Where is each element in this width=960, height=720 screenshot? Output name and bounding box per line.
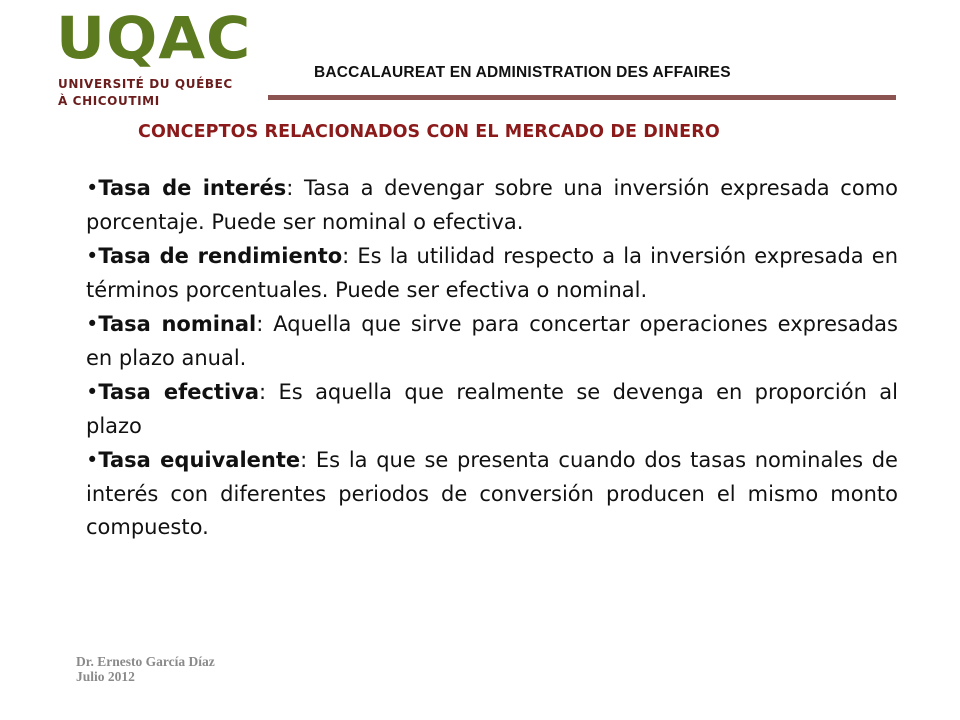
bullet: • (86, 380, 99, 404)
logo-wordmark: UQAC (56, 4, 252, 72)
list-item-tasa-equivalente (86, 444, 898, 545)
logo-university-name: UNIVERSITÉ DU QUÉBEC (58, 77, 233, 91)
slide-subtitle: CONCEPTOS RELACIONADOS CON EL MERCADO DE DINERO (138, 122, 720, 142)
definition: : Aquella que sirve para concertar operaciones expresadas en plazo anual. (86, 312, 898, 370)
term: Tasa equivalente (98, 448, 301, 472)
list-item-tasa-efectiva (86, 376, 898, 443)
definitions-list (86, 172, 898, 546)
list-item-tasa-nominal (86, 308, 898, 375)
header-divider (268, 95, 896, 100)
program-title: BACCALAUREAT EN ADMINISTRATION DES AFFAIRES (314, 64, 731, 81)
definition: : Tasa a devengar sobre una inversión expresada como porcentaje. Puede ser nominal o efectiva. (86, 176, 899, 234)
bullet: • (86, 312, 99, 336)
footer-date: Julio 2012 (76, 669, 135, 684)
definition: : Es aquella que realmente se devenga en proporción al plazo (86, 380, 898, 438)
term: Tasa efectiva (98, 380, 260, 404)
term: Tasa de rendimiento (98, 244, 343, 268)
bullet: • (86, 244, 99, 268)
uqac-logo (56, 4, 268, 114)
bullet: • (86, 448, 99, 472)
list-item-tasa-de-rendimiento (86, 240, 898, 307)
footer (76, 654, 215, 684)
definition: : Es la que se presenta cuando dos tasas nominales de interés con diferentes periodos de conversión producen el mismo monto compuesto. (86, 448, 898, 539)
list-item-tasa-de-interes (86, 172, 898, 239)
bullet: • (86, 176, 99, 200)
definition: : Es la utilidad respecto a la inversión expresada en términos porcentuales. Puede ser efectiva o nominal. (86, 244, 899, 302)
footer-author: Dr. Ernesto García Díaz (76, 654, 215, 669)
logo-campus-name: À CHICOUTIMI (58, 94, 160, 108)
term: Tasa de interés (98, 176, 287, 200)
term: Tasa nominal (98, 312, 257, 336)
